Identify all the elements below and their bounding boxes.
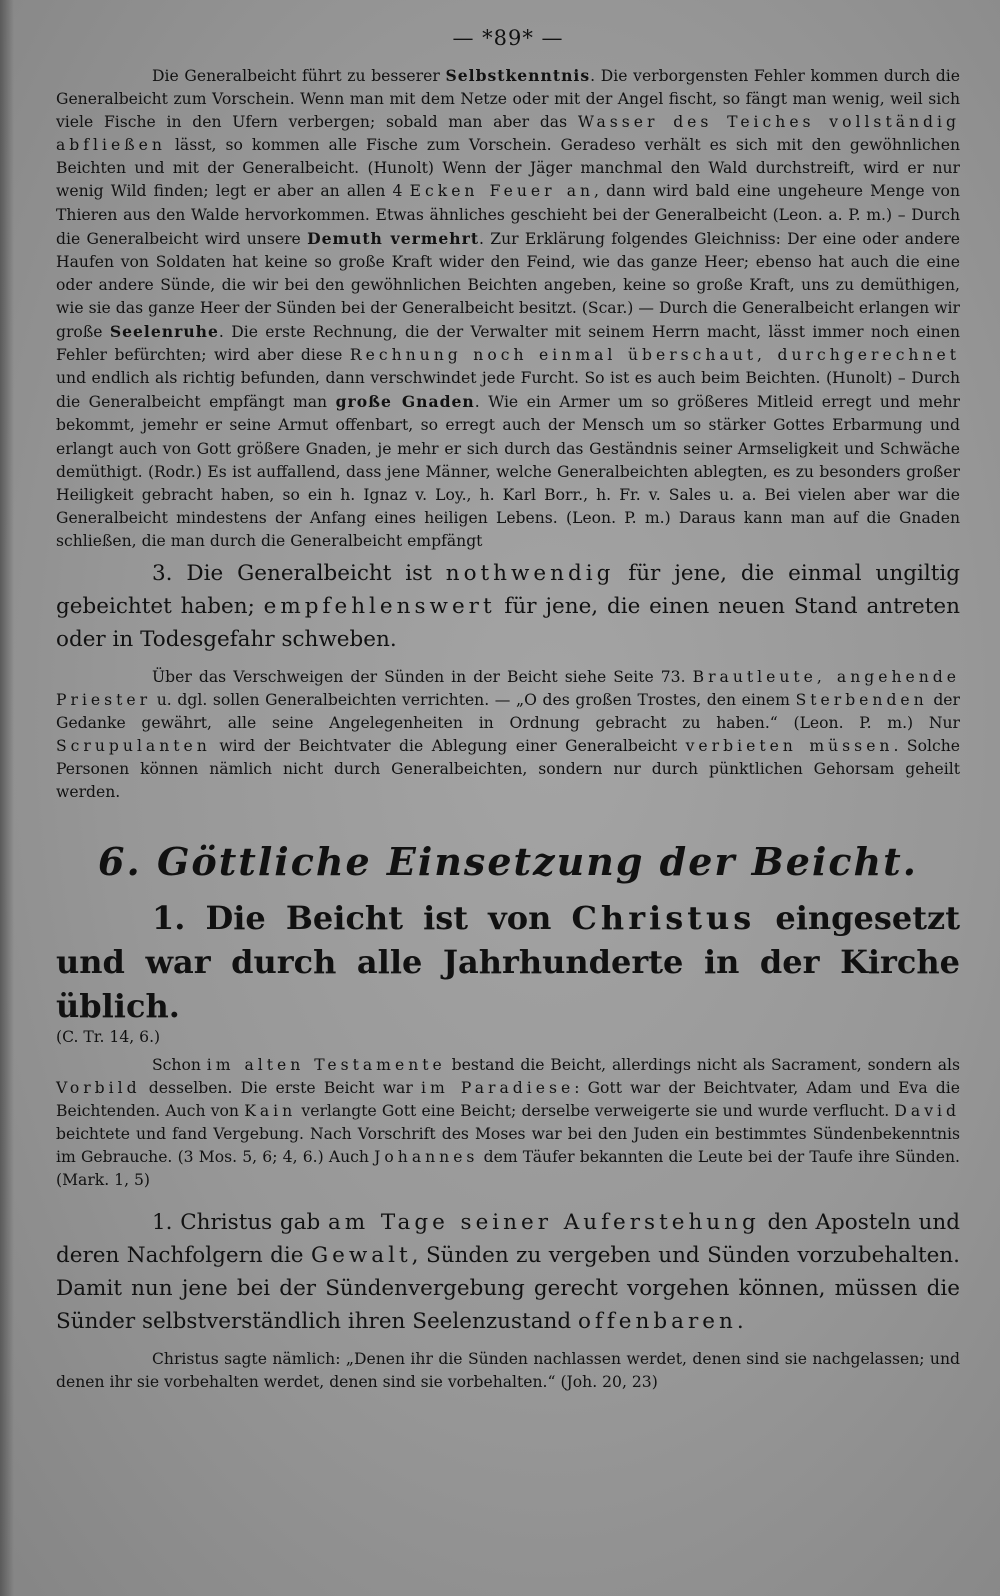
paragraph-necessity (56, 557, 960, 656)
paragraph-old-testament (56, 1054, 960, 1193)
para5-run-0: 1. Christus gab (152, 1210, 328, 1236)
para1-run-7: Demuth vermehrt (307, 228, 480, 248)
para4-run-3: Vorbild (56, 1078, 141, 1097)
para1-run-2: . Die verborgensten Fehler kommen durch die Generalbeicht zum Vorschein. Wenn man mit dem Netze oder mit der Angel fischt, so fängt man wenig, weil sich viele Fische in den Ufern verbergen; sobald man aber das (56, 67, 960, 132)
paragraph-christ-power (56, 1206, 960, 1338)
para4-run-4: desselben. Die erste Beicht war (140, 1078, 421, 1097)
para1-run-3: Wasser des Teiches vollständig abfließen (56, 113, 960, 155)
para4-run-5: im Paradiese (420, 1078, 575, 1097)
para4-run-0: Schon (152, 1055, 207, 1074)
paragraph-concealment (56, 666, 960, 805)
para1-run-6: , dann wird bald eine ungeheure Menge von Thieren aus den Walde hervorkommen. Etwas ähnliches geschieht bei der Generalbeicht (Leon. a. P. m.) – Durch die Generalbeicht wird unsere (56, 182, 960, 248)
para5-run-5: offenbaren (577, 1309, 737, 1335)
sub_heading-run-0: 1. Die Beicht ist von (152, 898, 572, 937)
sub_heading-run-2: eingesetzt und war durch alle Jahrhunderte in der Kirche üblich. (56, 898, 961, 1025)
para3-run-0: Über das Verschweigen der Sünden in der Beicht siehe Seite 73. (152, 667, 693, 686)
para3-run-2: u. dgl. sollen Generalbeichten verrichten. — „O des großen Trostes, den einem (151, 691, 796, 710)
para6-run-0: Christus sagte nämlich: „Denen ihr die Sünden nachlassen werdet, denen sind sie nachgelassen; und denen ihr sie vorbehalten werdet, denen sind sie vorbehalten.“ (Joh. 20, 23) (56, 1350, 960, 1392)
para1-run-12: und endlich als richtig befunden, dann verschwindet jede Furcht. So ist es auch beim Beichten. (Hunolt) – Durch die Generalbeicht empfängt man (56, 369, 960, 412)
para5-run-3: Gewalt (311, 1243, 412, 1269)
para3-run-3: Sterbenden (795, 691, 928, 710)
para3-run-1: Brautleute, angehende Priester (56, 667, 960, 710)
para4-run-1: im alten Testamente (206, 1055, 446, 1074)
paragraph-general-confession-benefits (56, 64, 960, 553)
para1-run-8: . Zur Erklärung folgendes Gleichniss: Der eine oder andere Haufen von Soldaten hat keine so große Kraft wider den Feind, wie das ganze Heer; ebenso hat auch die eine oder andere Sünde, die wir bei den gewöhnlichen Beichten angeben, keine so große Kraft, uns zu demüthigen, wie sie das ganze Heer der Sünden bei der Generalbeicht besitzt. (Scar.) — Durch die Generalbeicht erlangen wir große (56, 229, 960, 342)
para5-run-1: am Tage seiner Auferstehung (327, 1210, 760, 1236)
para3-run-6: wird der Beichtvater die Ablegung einer Generalbeicht (210, 737, 686, 756)
para4-run-8: verlangte Gott eine Beicht; derselbe verweigerte sie und wurde verflucht. (296, 1101, 895, 1120)
para4-run-7: Kain (244, 1101, 297, 1120)
para2-run-1: nothwendig (445, 560, 615, 586)
page-number: — *89* — (452, 26, 564, 50)
section-heading: 6. Göttliche Einsetzung der Beicht. (98, 838, 918, 884)
sub-heading (56, 896, 960, 1028)
para3-run-8: . Solche Personen können nämlich nicht durch Generalbeichten, sondern nur durch pünktlichen Gehorsam geheilt werden. (56, 737, 960, 802)
para4-run-11: Johannes (374, 1147, 479, 1166)
para1-run-1: Selbstkenntnis (445, 66, 591, 85)
para3-run-5: Scrupulanten (56, 737, 211, 756)
para4-run-12: dem Täufer bekannten die Leute bei der Taufe ihre Sünden. (Mark. 1, 5) (56, 1147, 960, 1189)
para1-run-0: Die Generalbeicht führt zu besserer (152, 67, 446, 85)
para4-run-6: : Gott war der Beichtvater, Adam und Eva die Beichtenden. Auch von (56, 1078, 960, 1120)
para2-run-4: für jene, die einen neuen Stand antreten oder in Todesgefahr schweben. (56, 593, 960, 652)
para1-run-4: lässt, so kommen alle Fische zum Vorschein. Geradeso verhält es sich mit den gewöhnlichen Beichten und mit der Generalbeicht. (Hunolt) Wenn der Jäger manchmal den Wald durchstreift, wird er nur wenig Wild finden; legt er aber an allen 4 (56, 136, 960, 201)
para1-run-14: . Wie ein Armer um so größeres Mitleid erregt und mehr bekommt, jemehr er seine Armut offenbart, so erregt auch der Mensch um so stärker Gottes Erbarmung und erlangt auch von Gott größere Gnaden, je mehr er sich durch das Geständnis seiner Armseligkeit und Schwäche demüthigt. (Rodr.) Es ist auffallend, dass jene Männer, welche Generalbeichten ablegten, es zu besonders großer Heiligkeit gebracht haben, so ein h. Ignaz v. Loy., h. Karl Borr., h. Fr. v. Sales u. a. Bei vielen aber war die Generalbeicht mindestens der Anfang eines heiligen Lebens. (Leon. P. m.) Daraus kann man auf die Gnaden schließen, die man durch die Generalbeicht empfängt (56, 393, 960, 550)
para1-run-11: Rechnung noch einmal überschaut, durchgerechnet (349, 346, 961, 365)
para4-run-10: beichtete und fand Vergebung. Nach Vorschrift des Moses war bei den Juden ein bestimmtes Sündenbekenntnis im Gebrauche. (3 Mos. 5, 6; 4, 6.) Auch (56, 1124, 960, 1166)
paragraph-scripture-quote (56, 1348, 960, 1394)
para4-run-9: David (894, 1101, 960, 1120)
sub-heading-reference: (C. Tr. 14, 6.) (56, 1027, 161, 1046)
para1-run-5: Ecken Feuer an (409, 182, 595, 201)
para3-run-4: der Gedanke gewährt, alle seine Angelegenheiten in Ordnung gebracht zu haben.“ (Leon. P. m.) Nur (56, 691, 960, 733)
para5-run-6: . (736, 1309, 744, 1335)
para2-run-3: empfehlenswert (263, 593, 496, 619)
para4-run-2: bestand die Beicht, allerdings nicht als Sacrament, sondern als (445, 1055, 960, 1074)
para1-run-10: . Die erste Rechnung, die der Verwalter mit seinem Herrn macht, lässt immer noch einen Fehler befürchten; wird aber diese (56, 323, 960, 365)
para5-run-4: , Sünden zu vergeben und Sünden vorzubehalten. Damit nun jene bei der Sündenvergebung gerecht vorgehen können, müssen die Sünder selbstverständlich ihren Seelenzustand (56, 1243, 960, 1335)
para1-run-9: Seelenruhe (109, 322, 219, 342)
sub_heading-run-1: Christus (571, 898, 756, 937)
para2-run-2: für jene, die einmal ungiltig gebeichtet haben; (56, 560, 960, 619)
para5-run-2: den Aposteln und deren Nachfolgern die (56, 1210, 961, 1269)
para1-run-13: große Gnaden (335, 392, 475, 412)
para3-run-7: verbieten müssen (685, 737, 894, 756)
para2-run-0: 3. Die Generalbeicht ist (152, 560, 446, 586)
